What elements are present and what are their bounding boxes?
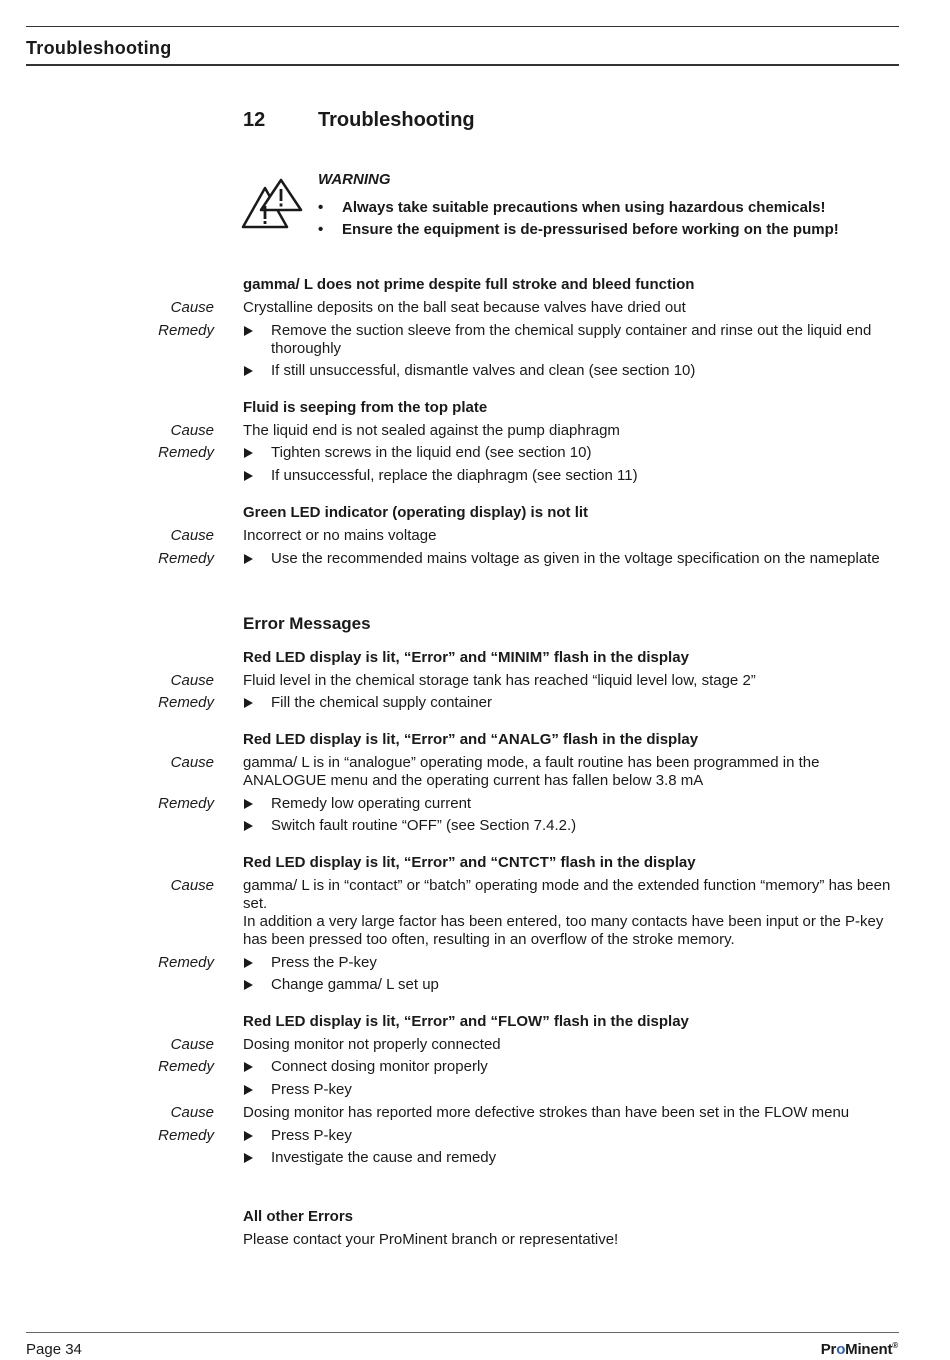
cause-label: Cause xyxy=(170,1036,214,1053)
arrow-right-icon xyxy=(244,1085,253,1095)
remedy-text: Use the recommended mains voltage as given in the voltage specification on the nameplate xyxy=(271,550,880,567)
cause-text-continued: In addition a very large factor has been entered, too many contacts have been input or the P-key has been pressed too often, resulting in an overflow of the stroke memory. xyxy=(243,913,884,948)
error-heading: Red LED display is lit, “Error” and “ANALG” flash in the display xyxy=(243,731,699,748)
arrow-right-icon xyxy=(244,698,253,708)
remedy-text: Tighten screws in the liquid end (see section 10) xyxy=(271,444,592,461)
remedy-text: Switch fault routine “OFF” (see Section 7.4.2.) xyxy=(271,817,577,834)
remedy-item xyxy=(243,322,898,358)
warning-label: WARNING xyxy=(318,171,391,188)
prominent-logo xyxy=(821,1341,898,1358)
page-number: Page 34 xyxy=(26,1341,82,1358)
cause-label: Cause xyxy=(170,299,214,316)
fault-heading: Fluid is seeping from the top plate xyxy=(243,399,488,416)
logo-part-o: o xyxy=(836,1341,846,1358)
remedy-text: Remove the suction sleeve from the chemical supply container and rinse out the liquid end thoroughly xyxy=(271,322,872,357)
remedy-item xyxy=(243,1127,898,1145)
remedy-item xyxy=(243,1149,898,1167)
remedy-text: Press P-key xyxy=(271,1081,352,1098)
remedy-text: Press P-key xyxy=(271,1127,352,1144)
arrow-right-icon xyxy=(244,326,253,336)
header-title: Troubleshooting xyxy=(26,38,172,58)
cause-label: Cause xyxy=(170,672,214,689)
fault-heading: gamma/ L does not prime despite full stroke and bleed function xyxy=(243,276,695,293)
logo-registered-mark: ® xyxy=(892,1341,898,1350)
arrow-right-icon xyxy=(244,448,253,458)
remedy-label: Remedy xyxy=(158,1127,214,1144)
bullet-dot: • xyxy=(318,221,324,238)
fault-heading: Green LED indicator (operating display) is not lit xyxy=(243,504,589,521)
remedy-label: Remedy xyxy=(158,694,214,711)
remedy-label: Remedy xyxy=(158,954,214,971)
chapter-title: Troubleshooting xyxy=(318,109,475,131)
cause-text: gamma/ L is in “analogue” operating mode, a fault routine has been programmed in the ANALOGUE menu and the operating current has fallen below 3.8 mA xyxy=(243,754,820,789)
cause-label: Cause xyxy=(170,527,214,544)
remedy-text: If still unsuccessful, dismantle valves and clean (see section 10) xyxy=(271,362,696,379)
remedy-item xyxy=(243,444,898,462)
other-errors-text: Please contact your ProMinent branch or representative! xyxy=(243,1231,619,1248)
remedy-item xyxy=(243,976,898,994)
arrow-right-icon xyxy=(244,1062,253,1072)
remedy-text: Investigate the cause and remedy xyxy=(271,1149,497,1166)
remedy-text: Change gamma/ L set up xyxy=(271,976,439,993)
cause-text: gamma/ L is in “contact” or “batch” operating mode and the extended function “memory” has been set. xyxy=(243,877,891,912)
remedy-item xyxy=(243,550,898,568)
remedy-item xyxy=(243,795,898,813)
cause-text: Dosing monitor not properly connected xyxy=(243,1036,501,1053)
logo-part-pr: Pr xyxy=(820,1341,837,1358)
remedy-item xyxy=(243,954,898,972)
remedy-label: Remedy xyxy=(158,550,214,567)
cause-label: Cause xyxy=(170,1104,214,1121)
remedy-text: Fill the chemical supply container xyxy=(271,694,492,711)
other-errors-heading: All other Errors xyxy=(243,1208,354,1225)
logo-part-minent: Minent xyxy=(845,1341,893,1358)
arrow-right-icon xyxy=(244,1131,253,1141)
remedy-text: Connect dosing monitor properly xyxy=(271,1058,488,1075)
arrow-right-icon xyxy=(244,821,253,831)
remedy-label: Remedy xyxy=(158,444,214,461)
remedy-item xyxy=(243,694,898,712)
error-heading: Red LED display is lit, “Error” and “MINIM” flash in the display xyxy=(243,649,689,666)
arrow-right-icon xyxy=(244,958,253,968)
remedy-item xyxy=(243,467,898,485)
warning-triangle-icon xyxy=(241,178,303,230)
arrow-right-icon xyxy=(244,980,253,990)
cause-text: Crystalline deposits on the ball seat because valves have dried out xyxy=(243,299,686,316)
arrow-right-icon xyxy=(244,1153,253,1163)
remedy-label: Remedy xyxy=(158,322,214,339)
arrow-right-icon xyxy=(244,471,253,481)
bullet-dot: • xyxy=(318,199,324,216)
header-bottom-rule xyxy=(26,64,899,66)
remedy-item xyxy=(243,362,898,380)
remedy-text: Press the P-key xyxy=(271,954,377,971)
cause-label: Cause xyxy=(170,877,214,894)
error-heading: Red LED display is lit, “Error” and “FLOW” flash in the display xyxy=(243,1013,689,1030)
cause-text: Incorrect or no mains voltage xyxy=(243,527,437,544)
cause-text: Fluid level in the chemical storage tank has reached “liquid level low, stage 2” xyxy=(243,672,756,689)
warning-bullet-text: Always take suitable precautions when using hazardous chemicals! xyxy=(342,199,826,216)
header-top-rule xyxy=(26,26,899,27)
chapter-number: 12 xyxy=(243,109,266,131)
error-messages-heading: Error Messages xyxy=(243,614,371,633)
cause-label: Cause xyxy=(170,422,214,439)
remedy-item xyxy=(243,1081,898,1099)
footer-rule xyxy=(26,1332,899,1333)
remedy-label: Remedy xyxy=(158,1058,214,1075)
cause-label: Cause xyxy=(170,754,214,771)
cause-text: The liquid end is not sealed against the pump diaphragm xyxy=(243,422,620,439)
remedy-text: If unsuccessful, replace the diaphragm (see section 11) xyxy=(271,467,638,484)
warning-bullet-text: Ensure the equipment is de-pressurised before working on the pump! xyxy=(342,221,839,238)
remedy-label: Remedy xyxy=(158,795,214,812)
arrow-right-icon xyxy=(244,366,253,376)
remedy-item xyxy=(243,1058,898,1076)
cause-text: Dosing monitor has reported more defective strokes than have been set in the FLOW menu xyxy=(243,1104,850,1121)
arrow-right-icon xyxy=(244,799,253,809)
remedy-text: Remedy low operating current xyxy=(271,795,472,812)
error-heading: Red LED display is lit, “Error” and “CNTCT” flash in the display xyxy=(243,854,696,871)
remedy-item xyxy=(243,817,898,835)
arrow-right-icon xyxy=(244,554,253,564)
